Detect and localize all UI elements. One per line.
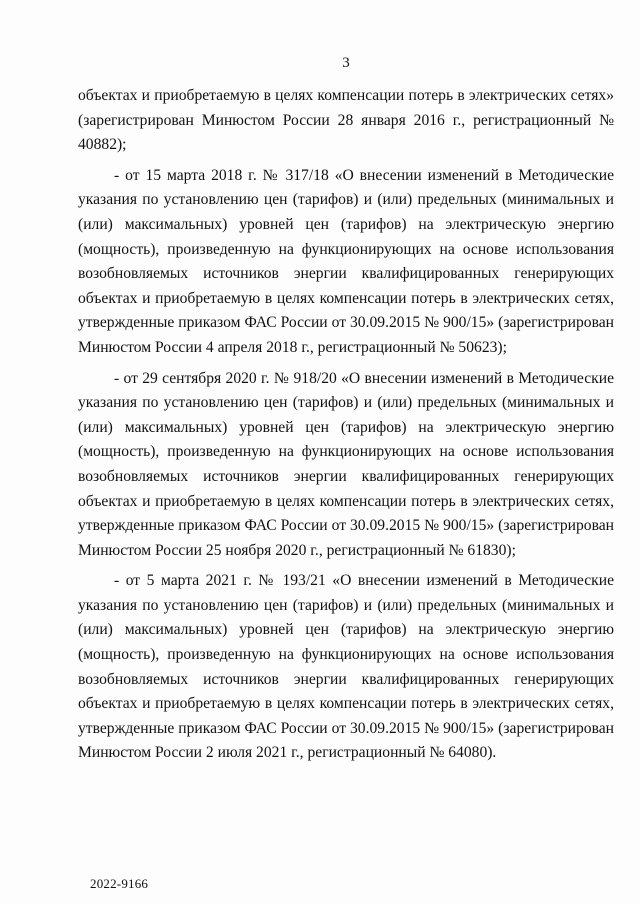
paragraph-order-2021: - от 5 марта 2021 г. № 193/21 «О внесении изменений в Методические указания по установлению цен (тарифов) и (или) предельных (минимальных и (или) максимальных) уровней цен (тарифов) на электрическую энергию (мощность), произведенную на функционирующих на основе использования возобновляемых источников энергии квалифицированных генерирующих объектах и приобретаемую в целях компенсации потерь в электрических сетях, утвержденные приказом ФАС России от 30.09.2015 № 900/15» (зарегистрирован Минюстом России 2 июля 2021 г., регистрационный № 64080). [78,572,614,762]
paragraph-order-2020: - от 29 сентября 2020 г. № 918/20 «О внесении изменений в Методические указания по установлению цен (тарифов) и (или) предельных (минимальных и (или) максимальных) уровней цен (тарифов) на электрическую энергию (мощность), произведенную на функционирующих на основе использования возобновляемых источников энергии квалифицированных генерирующих объектах и приобретаемую в целях компенсации потерь в электрических сетях, утвержденные приказом ФАС России от 30.09.2015 № 900/15» (зарегистрирован Минюстом России 25 ноября 2020 г., регистрационный № 61830); [78,369,614,559]
page-number: 3 [342,55,350,71]
paragraph-order-2018: - от 15 марта 2018 г. № 317/18 «О внесении изменений в Методические указания по установлению цен (тарифов) и (или) предельных (минимальных и (или) максимальных) уровней цен (тарифов) на электрическую энергию (мощность), произведенную на функционирующих на основе использования возобновляемых источников энергии квалифицированных генерирующих объектах и приобретаемую в целях компенсации потерь в электрических сетях, утвержденные приказом ФАС России от 30.09.2015 № 900/15» (зарегистрирован Минюстом России 4 апреля 2018 г., регистрационный № 50623); [78,166,614,356]
document-body [78,84,614,772]
paragraph-continuation: объектах и приобретаемую в целях компенсации потерь в электрических сетях» (зарегистрирован Минюстом России 28 января 2016 г., регистрационный № 40882); [78,87,614,154]
footer-document-number: 2022-9166 [90,876,149,891]
